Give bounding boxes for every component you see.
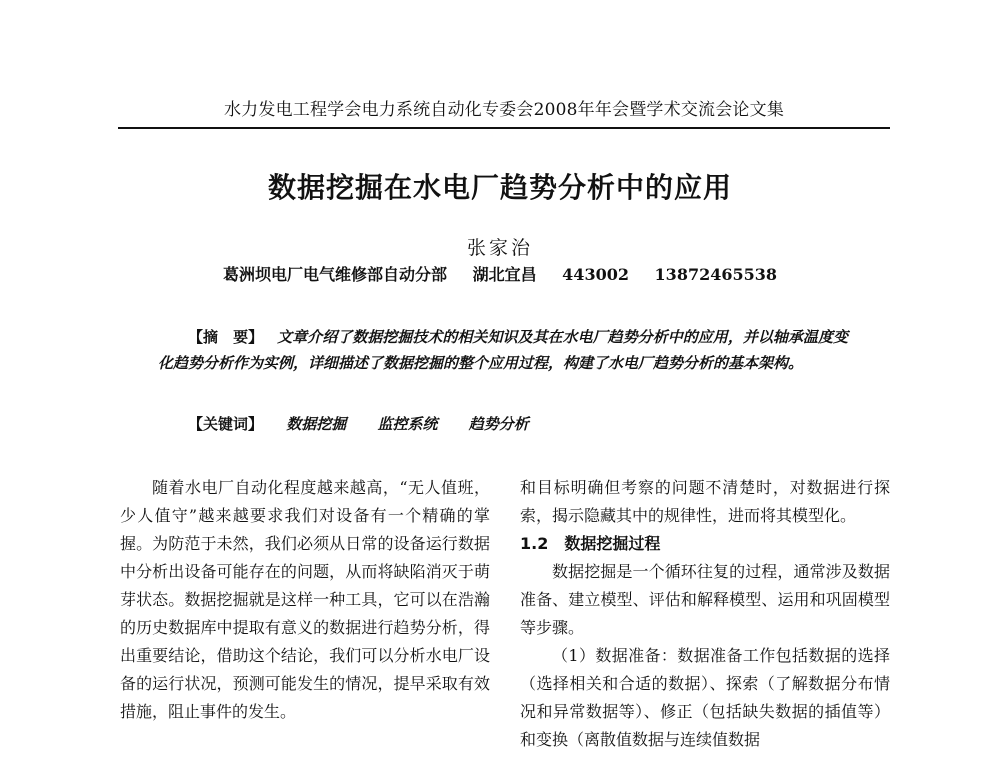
affiliation-postcode: 443002 bbox=[562, 265, 629, 284]
keywords bbox=[188, 412, 848, 436]
abstract-text: 文章介绍了数据挖掘技术的相关知识及其在水电厂趋势分析中的应用，并以轴承温度变化趋势分析作为实例，详细描述了数据挖掘的整个应用过程，构建了水电厂趋势分析的基本架构。 bbox=[158, 328, 848, 372]
section-heading: 1.2 数据挖掘过程 bbox=[520, 534, 661, 553]
affiliation-phone: 13872465538 bbox=[654, 265, 778, 284]
affiliation-location: 湖北宜昌 bbox=[472, 265, 537, 284]
process-paragraph: 数据挖掘是一个循环往复的过程，通常涉及数据准备、建立模型、评估和解释模型、运用和巩固模型等步骤。 bbox=[520, 562, 890, 637]
author-affiliation bbox=[0, 264, 1000, 286]
running-head: 水力发电工程学会电力系统自动化专委会2008年年会暨学术交流会论文集 bbox=[223, 100, 785, 120]
paper-title: 数据挖掘在水电厂趋势分析中的应用 bbox=[267, 171, 732, 204]
abstract-label: 【摘 要】 bbox=[188, 328, 264, 346]
continued-paragraph: 和目标明确但考察的问题不清楚时，对数据进行探索，揭示隐藏其中的规律性，进而将其模型化。 bbox=[520, 478, 890, 525]
keyword-item: 监控系统 bbox=[377, 415, 438, 433]
keywords-label: 【关键词】 bbox=[188, 415, 264, 433]
abstract bbox=[158, 324, 848, 376]
intro-paragraph: 随着水电厂自动化程度越来越高，“无人值班，少人值守”越来越要求我们对设备有一个精确的掌握。为防范于未然，我们必须从日常的设备运行数据中分析出设备可能存在的问题，从而将缺陷消灭于萌芽状态。数据挖掘就是这样一种工具，它可以在浩瀚的历史数据库中提取有意义的数据进行趋势分析，得出重要结论，借助这个结论，我们可以分析水电厂设备的运行状况，预测可能发生的情况，提早采取有效措施，阻止事件的发生。 bbox=[120, 478, 490, 721]
author-name: 张家治 bbox=[466, 237, 533, 259]
keyword-item: 数据挖掘 bbox=[286, 415, 347, 433]
header-rule bbox=[118, 127, 890, 129]
body-column-right bbox=[520, 474, 890, 754]
data-preparation-paragraph: （1）数据准备：数据准备工作包括数据的选择（选择相关和合适的数据）、探索（了解数据分布情况和异常数据等）、修正（包括缺失数据的插值等）和变换（离散值数据与连续值数据 bbox=[520, 646, 890, 749]
body-column-left bbox=[120, 474, 490, 726]
keyword-item: 趋势分析 bbox=[468, 415, 529, 433]
affiliation-org: 葛洲坝电厂电气维修部自动分部 bbox=[222, 265, 447, 284]
